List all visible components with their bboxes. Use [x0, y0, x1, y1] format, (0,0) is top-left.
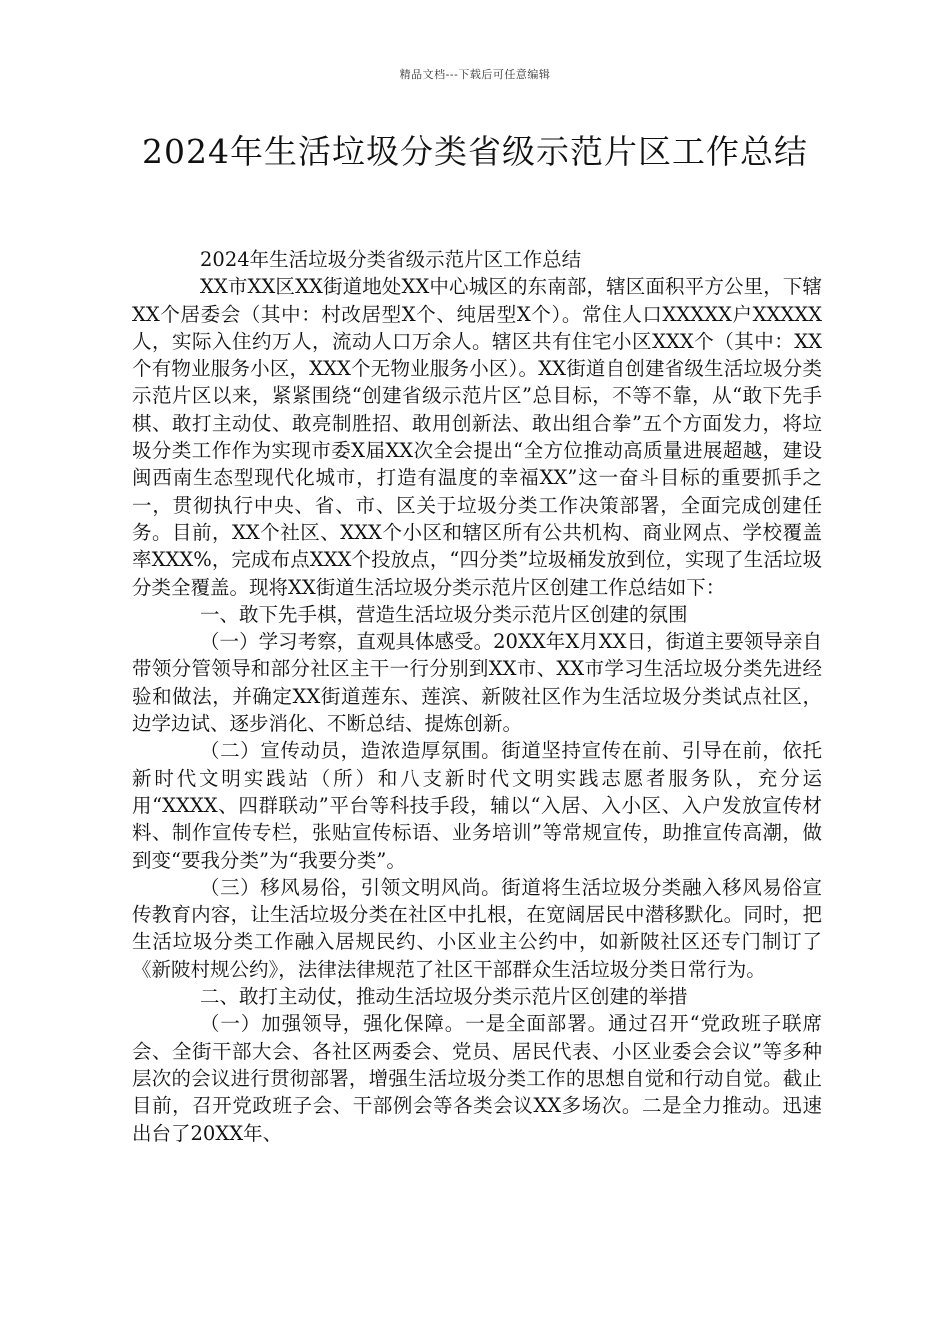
body-paragraph-2-1: （一）加强领导，强化保障。一是全面部署。通过召开“党政班子联席会、全街干部大会、各社区两委会、党员、居民代表、小区业委会会议”等多种层次的会议进行贯彻部署，增强生活垃圾分类工作的思想自觉和行动自觉。截止目前，召开党政班子会、干部例会等各类会议XX多场次。二是全力推动。迅速出台了20XX年、	[132, 1012, 822, 1145]
document-body	[132, 246, 822, 1147]
header-note: 精品文档---下载后可任意编辑	[399, 68, 551, 81]
body-paragraph-1-2: （二）宣传动员，造浓造厚氛围。街道坚持宣传在前、引导在前，依托新时代文明实践站（所）和八支新时代文明实践志愿者服务队，充分运用“XXXX、四群联动”平台等科技手段，辅以“入居、入小区、入户发放宣传材料、制作宣传专栏，张贴宣传标语、业务培训”等常规宣传，助推宣传高潮，做到变“要我分类”为“我要分类”。	[132, 739, 822, 872]
section-heading-2: 二、敢打主动仗，推动生活垃圾分类示范片区创建的举措	[200, 985, 688, 1009]
section-heading-1: 一、敢下先手棋，营造生活垃圾分类示范片区创建的氛围	[200, 602, 688, 626]
document-title: 2024年生活垃圾分类省级示范片区工作总结	[142, 132, 808, 171]
body-paragraph-subtitle: 2024年生活垃圾分类省级示范片区工作总结	[200, 248, 582, 271]
body-paragraph-1-1: （一）学习考察，直观具体感受。20XX年X月XX日，街道主要领导亲自带领分管领导和部分社区主干一行分别到XX市、XX市学习生活垃圾分类先进经验和做法，并确定XX街道莲东、莲滨、新陂社区作为生活垃圾分类试点社区，边学边试、逐步消化、不断总结、提炼创新。	[132, 630, 822, 736]
body-paragraph-1-3: （三）移风易俗，引领文明风尚。街道将生活垃圾分类融入移风易俗宣传教育内容，让生活垃圾分类在社区中扎根，在宽阔居民中潜移默化。同时，把生活垃圾分类工作融入居规民约、小区业主公约中，如新陂社区还专门制订了《新陂村规公约》，法律法律规范了社区干部群众生活垃圾分类日常行为。	[132, 875, 822, 981]
body-paragraph-intro: XX市XX区XX街道地处XX中心城区的东南部，辖区面积平方公里，下辖XX个居委会（其中：村改居型X个、纯居型X个）。常住人口XXXXX户XXXXX人，实际入住约万人，流动人口万余人。辖区共有住宅小区XXX个（其中：XX个有物业服务小区，XXX个无物业服务小区）。XX街道自创建省级生活垃圾分类示范片区以来，紧紧围绕“创建省级示范片区”总目标，不等不靠，从“敢下先手棋、敢打主动仗、敢亮制胜招、敢用创新法、敢出组合拳”五个方面发力，将垃圾分类工作作为实现市委X届XX次全会提出“全方位推动高质量进展超越，建设闽西南生态型现代化城市，打造有温度的幸福XX”这一奋斗目标的重要抓手之一，贯彻执行中央、省、市、区关于垃圾分类工作决策部署，全面完成创建任务。目前，XX个社区、XXX个小区和辖区所有公共机构、商业网点、学校覆盖率XXX%，完成布点XXX个投放点，“四分类”垃圾桶发放到位，实现了生活垃圾分类全覆盖。现将XX街道生活垃圾分类示范片区创建工作总结如下：	[132, 275, 822, 599]
